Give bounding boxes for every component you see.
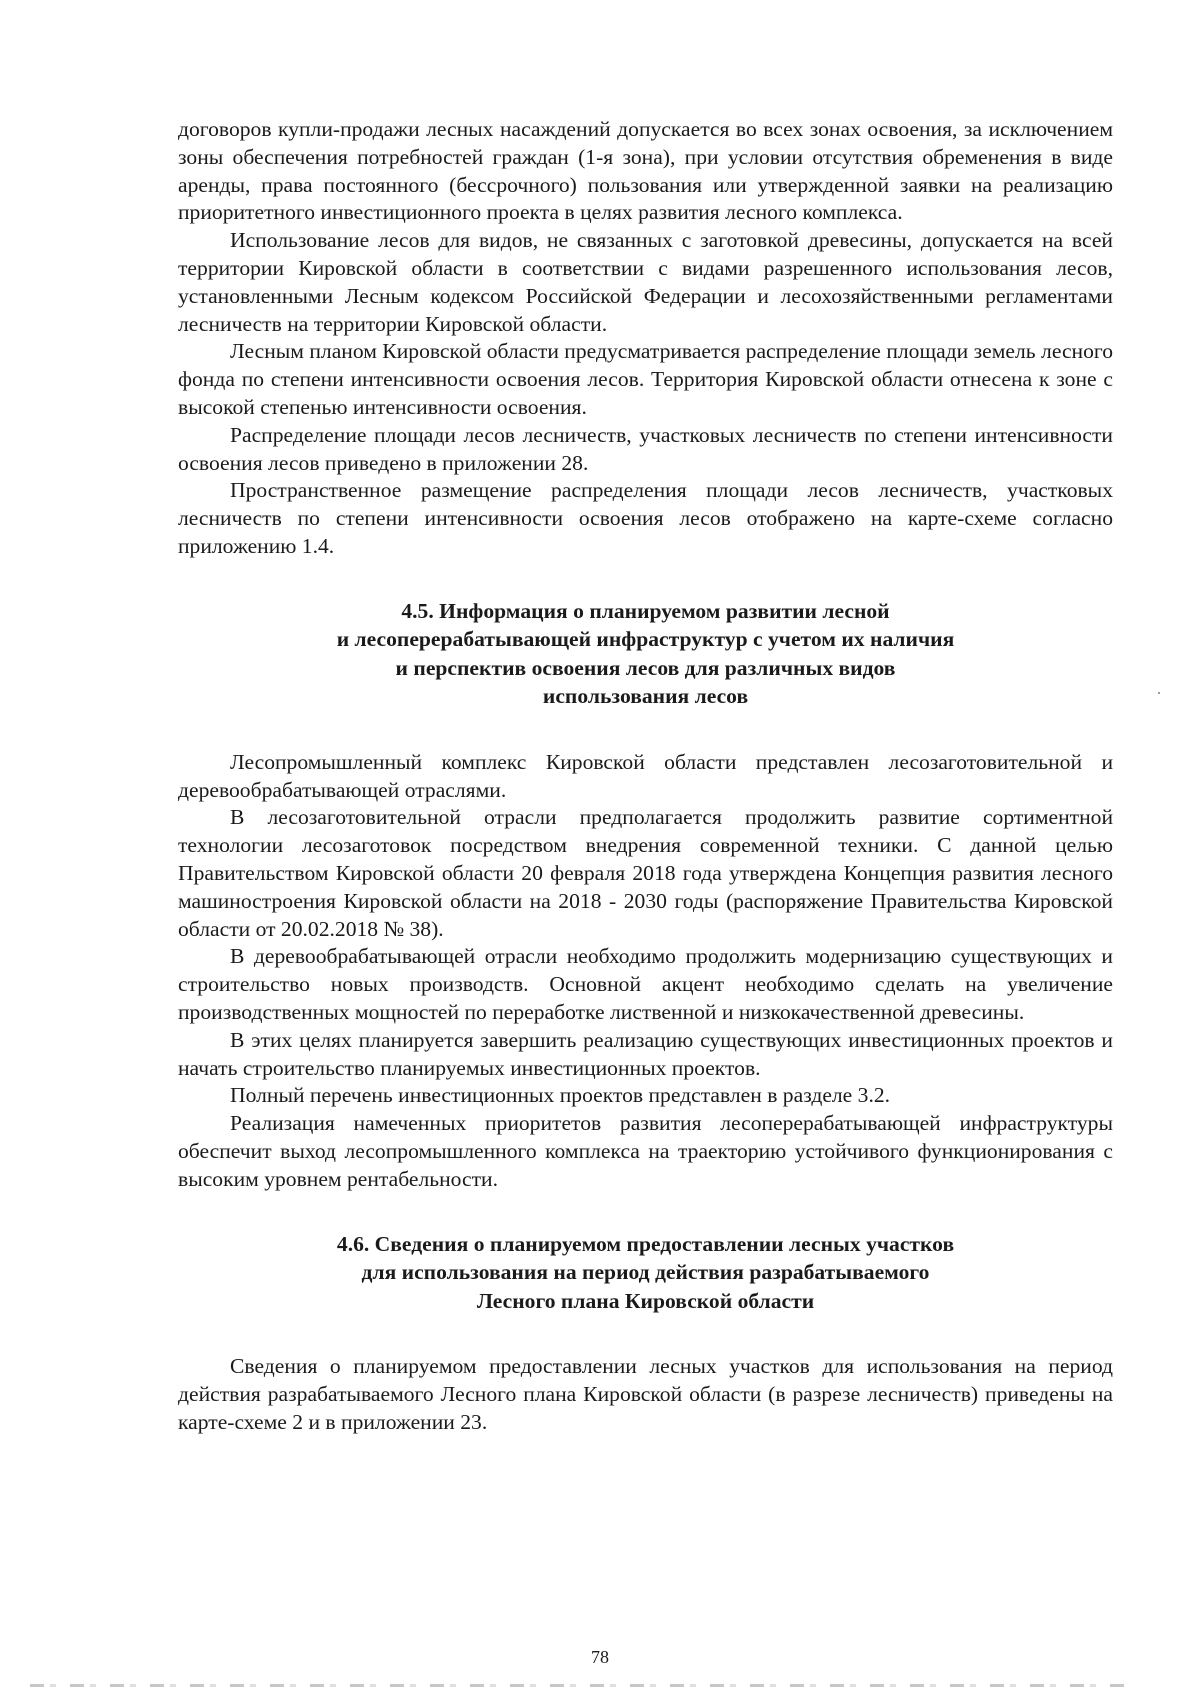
page-number: 78 — [591, 1647, 609, 1667]
paragraph: В лесозаготовительной отрасли предполагается продолжить развитие сортиментной технологии лесозаготовок посредством внедрения современной техники. С данной целью Правительством Кировской области 20 февраля 2018 года утверждена Концепция развития лесного машиностроения Кировской области на 2018 - 2030 годы (распоряжение Правительства Кировской области от 20.02.2018 № 38). — [178, 805, 1113, 941]
heading-line: и перспектив освоения лесов для различных видов — [395, 655, 896, 680]
scan-artifact-dot — [1158, 692, 1160, 694]
paragraph: В этих целях планируется завершить реализацию существующих инвестиционных проектов и начать строительство планируемых инвестиционных проектов. — [178, 1027, 1113, 1080]
section-heading-4-5 — [178, 597, 1113, 711]
heading-line: для использования на период действия разрабатываемого — [361, 1260, 930, 1284]
paragraph: В деревообрабатывающей отрасли необходимо продолжить модернизацию существующих и строительство новых производств. Основной акцент необходимо сделать на увеличение производственных мощностей по переработке лиственной и низкокачественной древесины. — [178, 944, 1113, 1024]
paragraph: Лесным планом Кировской области предусматривается распределение площади земель лесного фонда по степени интенсивности освоения лесов. Территория Кировской области отнесена к зоне с высокой степенью интенсивности освоения. — [178, 339, 1113, 419]
paragraph: Полный перечень инвестиционных проектов представлен в разделе 3.2. — [230, 1083, 891, 1108]
paragraph: Сведения о планируемом предоставлении лесных участков для использования на период действия разрабатываемого Лесного плана Кировской области (в разрезе лесничеств) приведены на карте-схеме 2 и в приложении 23. — [178, 1354, 1113, 1434]
paragraph: Лесопромышленный комплекс Кировской области представлен лесозаготовительной и деревообрабатывающей отраслями. — [178, 749, 1113, 802]
paragraph: Распределение площади лесов лесничеств, участковых лесничеств по степени интенсивности освоения лесов приведено в приложении 28. — [178, 422, 1113, 475]
heading-line: Лесного плана Кировской области — [476, 1288, 815, 1313]
section-infrastructure-text — [178, 749, 1113, 1194]
heading-line: и лесоперерабатывающей инфраструктур с учетом их наличия — [336, 627, 955, 652]
section-zones-text — [178, 116, 1113, 561]
heading-line: 4.6. Сведения о планируемом предоставлении лесных участков — [336, 1231, 955, 1256]
heading-line: использования лесов — [542, 684, 749, 709]
paragraph: Пространственное размещение распределения площади лесов лесничеств, участковых лесничеств по степени интенсивности освоения лесов отображено на карте-схеме согласно приложению 1.4. — [178, 478, 1113, 558]
paragraph: Использование лесов для видов, не связанных с заготовкой древесины, допускается на всей территории Кировской области в соответствии с видами разрешенного использования лесов, установленными Лесным кодексом Российской Федерации и лесохозяйственными регламентами лесничеств на территории Кировской области. — [178, 228, 1113, 336]
heading-line: 4.5. Информация о планируемом развитии лесной — [401, 598, 890, 623]
paragraph: договоров купли-продажи лесных насаждений допускается во всех зонах освоения, за исключением зоны обеспечения потребностей граждан (1-я зона), при условии отсутствия обременения в виде аренды, права постоянного (бессрочного) пользования или утвержденной заявки на реализацию приоритетного инвестиционного проекта в целях развития лесного комплекса. — [178, 117, 1113, 225]
scan-edge-artifact — [30, 1684, 1130, 1687]
section-land-plots-text — [178, 1353, 1113, 1436]
paragraph: Реализация намеченных приоритетов развития лесоперерабатывающей инфраструктуры обеспечит выход лесопромышленного комплекса на траекторию устойчивого функционирования с высоким уровнем рентабельности. — [178, 1111, 1113, 1191]
page-body — [178, 116, 1113, 1436]
section-heading-4-6 — [178, 1230, 1113, 1316]
